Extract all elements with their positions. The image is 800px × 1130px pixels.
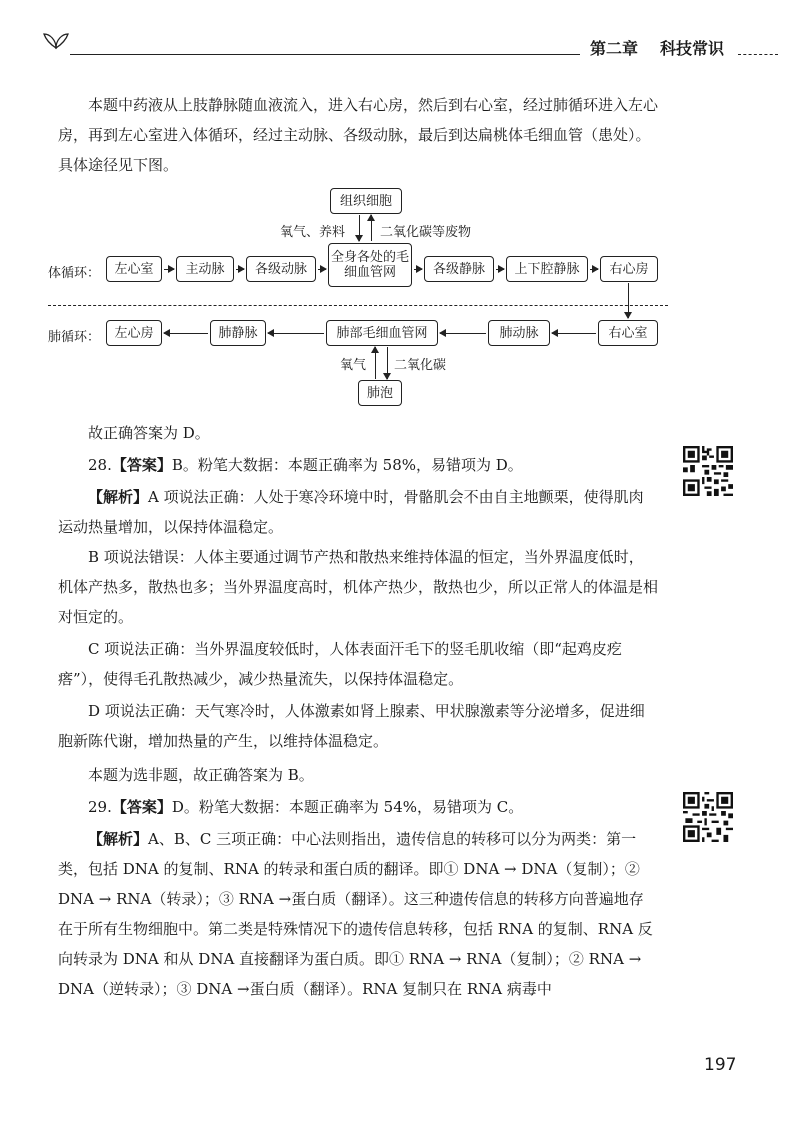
q29-answer-text: D。粉笔大数据：本题正确率为 54%，易错项为 C。: [171, 798, 524, 816]
circulation-diagram: [48, 188, 668, 408]
q28-number: 28.: [88, 456, 112, 474]
q28-analysis-c: C 项说法正确：当外界温度较低时，人体表面汗毛下的竖毛肌收缩（即“起鸡皮疙瘩”），使得毛孔散热减少，减少热量流失，以保持体温稳定。: [58, 640, 622, 688]
q29-number: 29.: [88, 798, 112, 816]
tissue-cells-box: 组织细胞: [330, 188, 402, 214]
veins-box: 各级静脉: [424, 256, 494, 282]
lung-capillaries-box: 肺部毛细血管网: [326, 320, 438, 346]
oxygen-nutrients-label: 氧气、养料: [280, 225, 346, 240]
left-atrium-box: 左心房: [106, 320, 162, 346]
q28-answer-text: B。粉笔大数据：本题正确率为 58%，易错项为 D。: [171, 456, 523, 474]
qr-code-icon[interactable]: [683, 792, 733, 842]
q28-analysis-a: [58, 482, 658, 542]
arteries-box: 各级动脉: [246, 256, 316, 282]
answer-tag: 【答案】: [111, 798, 172, 816]
systemic-label: 体循环：: [48, 266, 101, 281]
atrium-to-ventricle-arrow: [628, 283, 629, 318]
right-ventricle-box: 右心室: [598, 320, 658, 346]
pulmonary-artery-box: 肺动脉: [488, 320, 550, 346]
header-rule: [70, 54, 580, 55]
flow-arrow: [164, 333, 208, 334]
chapter-label: 第二章: [590, 39, 639, 58]
co2-waste-label: 二氧化碳等废物: [380, 225, 472, 240]
alveoli-box: 肺泡: [358, 380, 402, 406]
left-ventricle-box: 左心室: [106, 256, 162, 282]
flow-arrow: [552, 333, 596, 334]
q28-analysis-b: B 项说法错误：人体主要通过调节产热和散热来维持体温的恒定，当外界温度低时，机体产热多，散热也多；当外界温度高时，机体产热少，散热也少，所以正常人的体温是相对恒定的。: [58, 548, 659, 626]
qr-code-icon[interactable]: [683, 446, 733, 496]
answer-tag: 【答案】: [111, 456, 172, 474]
aorta-box: 主动脉: [176, 256, 234, 282]
oxygen-label: 氧气: [340, 358, 367, 373]
flow-arrow: [496, 269, 504, 270]
page-header: [0, 0, 800, 70]
flow-arrow: [440, 333, 486, 334]
q29-analysis-text: A、B、C 三项正确：中心法则指出，遗传信息的转移可以分为两类：第一类，包括 DNA 的复制、RNA 的转录和蛋白质的翻译。即① DNA → DNA（复制）；② DNA → RNA（转录）；③ RNA →蛋白质（翻译）。这三种遗传信息的转移方向普遍地存在于所有生物细胞中。第二类是特殊情况下的遗传信息转移，包括 RNA 的复制、RNA 反向转录为 DNA 和从 DNA 直接翻译为蛋白质。即① RNA → RNA（复制）；② RNA → DNA（逆转录）；③ DNA →蛋白质（翻译）。RNA 复制只在 RNA 病毒中: [58, 830, 653, 998]
up-arrow: [371, 215, 372, 241]
intro-paragraph: 本题中药液从上肢静脉随血液流入，进入右心房，然后到右心室，经过肺循环进入左心房，再到左心室进入体循环，经过主动脉、各级动脉，最后到达扁桃体毛细血管（患处）。具体途径见下图。: [58, 96, 659, 174]
pulmonary-label: 肺循环：: [48, 330, 101, 345]
q28-a-text: A 项说法正确：人处于寒冷环境中时，骨骼肌会不由自主地颤栗，使得肌肉运动热量增加，以保持体温稳定。: [58, 488, 644, 536]
body-capillaries-box: 全身各处的毛细血管网: [328, 243, 412, 287]
down-arrow: [359, 215, 360, 241]
leaf-icon: [42, 30, 70, 50]
flow-arrow: [164, 269, 174, 270]
header-tail-rule: [738, 54, 778, 55]
pulmonary-vein-box: 肺静脉: [210, 320, 266, 346]
q27-conclusion: 故正确答案为 D。: [88, 424, 210, 442]
analysis-tag: 【解析】: [88, 830, 149, 848]
flow-arrow: [268, 333, 324, 334]
flow-arrow: [590, 269, 598, 270]
analysis-tag: 【解析】: [88, 488, 149, 506]
right-atrium-box: 右心房: [600, 256, 658, 282]
separator-line: [48, 305, 668, 306]
q28-conclusion: 本题为选非题，故正确答案为 B。: [88, 766, 314, 784]
vena-cava-box: 上下腔静脉: [506, 256, 588, 282]
page-number: 197: [704, 1055, 737, 1075]
q28-answer: [58, 450, 658, 480]
flow-arrow: [236, 269, 244, 270]
co2-label: 二氧化碳: [394, 358, 447, 373]
q29-answer: [58, 792, 658, 822]
flow-arrow: [414, 269, 422, 270]
up-arrow: [375, 347, 376, 379]
flow-arrow: [318, 269, 326, 270]
down-arrow: [387, 347, 388, 379]
q29-analysis: [58, 824, 658, 1004]
topic-label: 科技常识: [660, 39, 725, 58]
q28-analysis-d: D 项说法正确：天气寒冷时，人体激素如肾上腺素、甲状腺激素等分泌增多，促进细胞新陈代谢，增加热量的产生，以维持体温稳定。: [58, 702, 645, 750]
